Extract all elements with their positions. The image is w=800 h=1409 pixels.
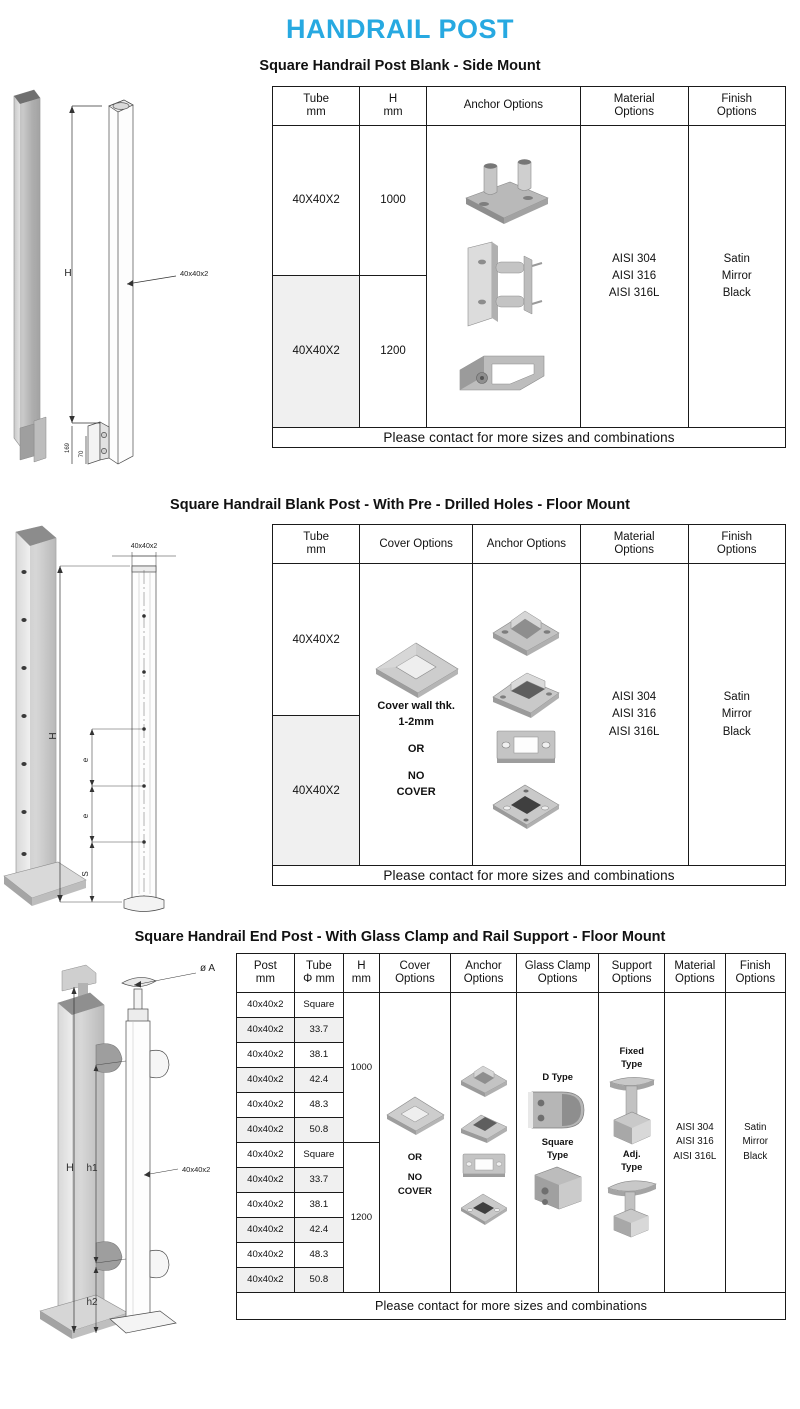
anchor-image-stack-2 — [473, 597, 580, 833]
cell-finish-options-1 — [688, 125, 786, 427]
col-tube-l1: Tube — [303, 92, 329, 105]
cell-h-1: 1000 — [360, 125, 427, 275]
col-anchor-options — [451, 953, 517, 992]
cover-note-l2: 1-2mm — [398, 716, 434, 729]
col-material-options — [665, 953, 725, 992]
cell-tube-1: 40X40X2 — [273, 564, 360, 716]
side-mount-clamp-block-icon — [448, 340, 558, 402]
material-opt-1: AISI 316 — [612, 708, 657, 721]
col-material-l2: Options — [614, 544, 654, 557]
cell-tube-2: 40X40X2 — [273, 716, 360, 866]
cell-tube: 38.1 — [294, 1192, 343, 1217]
table-pre-drilled — [272, 524, 786, 886]
drawing-label-diameter: ø A — [200, 962, 216, 974]
col-material-l2: Options — [614, 105, 654, 118]
table-end-post — [236, 953, 786, 1320]
drawing-label-tube-3: 40x40x2 — [182, 1164, 211, 1174]
table-pre-drilled-wrap — [272, 524, 800, 886]
col-h-l1: H — [357, 959, 366, 972]
cell-tube: Square — [294, 1142, 343, 1167]
table-footer-row — [237, 1292, 786, 1319]
material-opt-0: AISI 304 — [612, 691, 657, 704]
col-finish-l1: Finish — [739, 959, 771, 972]
material-opt-2: AISI 316L — [673, 1150, 717, 1162]
drawing-label-s: S — [81, 871, 90, 877]
anchor-plate-flange-icon — [457, 1185, 511, 1227]
col-finish-options — [725, 953, 785, 992]
cell-post: 40x40x2 — [237, 1267, 295, 1292]
double-stud-base-plate-icon — [448, 150, 558, 232]
col-anchor-options: Anchor Options — [473, 525, 581, 564]
material-opt-1: AISI 316 — [612, 269, 657, 282]
col-material-l1: Material — [674, 959, 716, 972]
col-material-options — [580, 525, 688, 564]
drawing-label-h-2: H — [48, 732, 59, 740]
cell-post: 40x40x2 — [237, 1242, 295, 1267]
drawing-label-tube-1: 40x40x2 — [180, 268, 209, 278]
table-header-row — [273, 525, 786, 564]
col-material-l2: Options — [675, 972, 715, 985]
table-header-row — [237, 953, 786, 992]
col-anchor-options: Anchor Options — [426, 86, 580, 125]
col-glass-l1: Glass Clamp — [524, 959, 591, 972]
finish-opt-0: Satin — [723, 691, 750, 704]
cell-post: 40x40x2 — [237, 1017, 295, 1042]
page-title: HANDRAIL POST — [285, 14, 514, 44]
col-post-l1: Post — [253, 959, 277, 972]
drawing-label-h1: h1 — [86, 1162, 98, 1174]
col-material-options — [580, 86, 688, 125]
cell-tube: 38.1 — [294, 1042, 343, 1067]
cover-note-cover: COVER — [396, 785, 436, 798]
drawing-label-dim-b: 70 — [79, 450, 85, 457]
cell-post: 40x40x2 — [237, 1067, 295, 1092]
drawing-label-h2: h2 — [86, 1296, 98, 1308]
cell-tube: 50.8 — [294, 1117, 343, 1142]
drawing-label-dim-a: 169 — [65, 442, 71, 453]
finish-opt-1: Mirror — [742, 1136, 769, 1148]
anchor-plate-open-icon — [487, 661, 565, 719]
col-tube — [294, 953, 343, 992]
finish-opt-2: Black — [722, 287, 751, 300]
col-h — [360, 86, 427, 125]
cell-material-options-1 — [580, 125, 688, 427]
cover-note — [377, 699, 455, 801]
col-cover-l2: Options — [395, 972, 435, 985]
cover-note-l1: Cover wall thk. — [377, 700, 455, 713]
table-footer-row — [273, 427, 786, 447]
col-glass-l2: Options — [537, 972, 578, 985]
side-mount-bracket-icon — [448, 236, 558, 336]
material-opt-0: AISI 304 — [612, 252, 657, 265]
col-tube-l1: Tube — [305, 959, 332, 972]
cell-post: 40x40x2 — [237, 1042, 295, 1067]
drawing-label-e2: e — [81, 813, 90, 819]
col-post-l2: mm — [255, 972, 275, 985]
cover-note-no: NO — [407, 1172, 423, 1184]
cell-finish-options-2 — [688, 564, 786, 866]
col-support-l2: Options — [611, 972, 652, 985]
anchor-plate-tall-icon — [457, 1057, 511, 1099]
col-tube-l2: mm — [306, 105, 326, 118]
col-finish-l2: Options — [716, 105, 757, 118]
material-opt-0: AISI 304 — [676, 1122, 714, 1134]
finish-opt-0: Satin — [723, 252, 750, 265]
col-finish-l1: Finish — [721, 92, 753, 105]
square-type-glass-clamp-icon — [527, 1161, 589, 1213]
col-post — [237, 953, 295, 992]
anchor-plate-flat-icon — [487, 723, 565, 769]
finish-opt-2: Black — [743, 1150, 768, 1162]
col-material-l1: Material — [613, 531, 655, 543]
cell-tube: 48.3 — [294, 1242, 343, 1267]
drawing-label-e1: e — [81, 757, 90, 763]
cell-anchor-images-3 — [451, 992, 517, 1292]
table-side-mount-wrap — [272, 86, 800, 448]
col-finish-l2: Options — [735, 972, 776, 985]
col-h — [344, 953, 380, 992]
cell-post: 40x40x2 — [237, 1092, 295, 1117]
col-cover-options: Cover Options — [360, 525, 473, 564]
fixed-type-support-icon — [600, 1070, 664, 1148]
col-anchor-l1: Anchor — [465, 959, 502, 972]
cover-note-no: NO — [407, 769, 425, 782]
cell-post: 40x40x2 — [237, 1217, 295, 1242]
table-end-post-wrap — [236, 953, 800, 1320]
drawing-label-tube-2: 40x40x2 — [130, 543, 158, 550]
col-finish-l2: Options — [716, 544, 757, 557]
drawing-pre-drilled — [0, 524, 272, 914]
col-finish-options — [688, 525, 786, 564]
cell-cover-options — [360, 564, 473, 866]
d-type-glass-clamp-icon — [522, 1084, 594, 1136]
cell-anchor-images-2 — [473, 564, 581, 866]
support-adj-l2: Type — [621, 1161, 643, 1173]
footer-note-2: Please contact for more sizes and combinations — [273, 866, 786, 886]
cell-tube: 50.8 — [294, 1267, 343, 1292]
glass-clamp-square-l2: Type — [547, 1148, 569, 1160]
support-adj-l1: Adj. — [622, 1148, 641, 1160]
cover-note-cover: COVER — [397, 1185, 432, 1197]
cell-post: 40x40x2 — [237, 1142, 295, 1167]
adjustable-type-support-icon — [600, 1174, 664, 1240]
section-title-1: Square Handrail Post Blank - Side Mount — [259, 58, 541, 74]
material-opt-2: AISI 316L — [608, 287, 660, 300]
table-row — [273, 564, 786, 716]
col-finish-options — [688, 86, 786, 125]
table-side-mount — [272, 86, 786, 448]
glass-clamp-type-d: D Type — [542, 1071, 573, 1083]
col-cover-options — [379, 953, 450, 992]
drawing-label-h-1: H — [64, 267, 72, 279]
anchor-plate-open-icon — [457, 1103, 511, 1145]
col-cover-l1: Cover — [399, 959, 431, 972]
cover-note-or: OR — [407, 1151, 423, 1163]
table-row — [237, 992, 786, 1017]
section-title-2: Square Handrail Blank Post - With Pre - Drilled Holes - Floor Mount — [170, 496, 630, 513]
cell-post: 40x40x2 — [237, 992, 295, 1017]
square-base-cover-icon — [382, 1087, 448, 1137]
col-material-l1: Material — [613, 92, 655, 105]
section-end-post — [0, 930, 800, 1348]
footer-note-1: Please contact for more sizes and combinations — [273, 427, 786, 447]
col-tube-l2: Φ mm — [303, 972, 335, 985]
col-support-options — [599, 953, 665, 992]
table-header-row — [273, 86, 786, 125]
cover-note-or: OR — [407, 742, 425, 755]
support-type-adj — [621, 1148, 642, 1173]
col-glass-clamp-options — [516, 953, 598, 992]
cell-material-options-3 — [665, 992, 725, 1292]
anchor-image-stack-3 — [451, 1055, 516, 1229]
cell-h-group-1: 1000 — [344, 992, 380, 1142]
section-side-mount — [0, 59, 800, 476]
footer-note-3: Please contact for more sizes and combinations — [237, 1292, 786, 1319]
cover-note-3 — [398, 1151, 432, 1198]
col-tube-l1: Tube — [303, 531, 329, 543]
anchor-image-stack-1 — [427, 148, 580, 404]
cell-tube: 48.3 — [294, 1092, 343, 1117]
col-support-l1: Support — [611, 959, 652, 972]
col-finish-l1: Finish — [721, 531, 753, 543]
col-tube-l2: mm — [306, 544, 326, 557]
glass-clamp-type-square — [542, 1136, 574, 1161]
drawing-label-h-3: H — [66, 1161, 74, 1174]
drawing-side-mount — [0, 86, 272, 476]
cell-tube: 33.7 — [294, 1167, 343, 1192]
section-title-3: Square Handrail End Post - With Glass Clamp and Rail Support - Floor Mount — [134, 929, 666, 945]
cell-tube: 33.7 — [294, 1017, 343, 1042]
cell-cover-options-3 — [379, 992, 450, 1292]
finish-opt-2: Black — [722, 725, 751, 738]
cell-tube: 42.4 — [294, 1067, 343, 1092]
cell-post: 40x40x2 — [237, 1192, 295, 1217]
anchor-plate-flat-icon — [457, 1149, 511, 1181]
cell-tube: Square — [294, 992, 343, 1017]
col-tube — [273, 525, 360, 564]
cell-h-2: 1200 — [360, 275, 427, 427]
table-footer-row — [273, 866, 786, 886]
anchor-plate-flange-icon — [487, 773, 565, 831]
support-fixed-l1: Fixed — [619, 1045, 644, 1057]
col-h-l2: mm — [351, 972, 371, 985]
material-opt-2: AISI 316L — [608, 725, 660, 738]
cell-post: 40x40x2 — [237, 1167, 295, 1192]
col-h-l2: mm — [383, 105, 403, 118]
cell-glass-clamp-options — [516, 992, 598, 1292]
cell-tube: 42.4 — [294, 1217, 343, 1242]
cell-tube-2: 40X40X2 — [273, 275, 360, 427]
support-type-fixed — [619, 1045, 644, 1070]
col-anchor-l2: Options — [463, 972, 504, 985]
finish-opt-0: Satin — [744, 1122, 767, 1134]
section-pre-drilled — [0, 498, 800, 915]
cell-anchor-images-1 — [426, 125, 580, 427]
cell-tube-1: 40X40X2 — [273, 125, 360, 275]
finish-opt-1: Mirror — [721, 269, 752, 282]
cell-material-options-2 — [580, 564, 688, 866]
glass-clamp-square-l1: Square — [541, 1136, 574, 1148]
cell-support-options — [599, 992, 665, 1292]
anchor-plate-tall-icon — [487, 599, 565, 657]
finish-opt-1: Mirror — [721, 708, 752, 721]
material-opt-1: AISI 316 — [676, 1136, 714, 1148]
col-h-l1: H — [388, 92, 398, 105]
table-row — [273, 125, 786, 275]
drawing-end-post — [0, 953, 236, 1348]
cell-post: 40x40x2 — [237, 1117, 295, 1142]
support-fixed-l2: Type — [621, 1057, 643, 1069]
square-base-cover-icon — [368, 629, 464, 699]
cell-finish-options-3 — [725, 992, 785, 1292]
cell-h-group-2: 1200 — [344, 1142, 380, 1292]
col-tube — [273, 86, 360, 125]
